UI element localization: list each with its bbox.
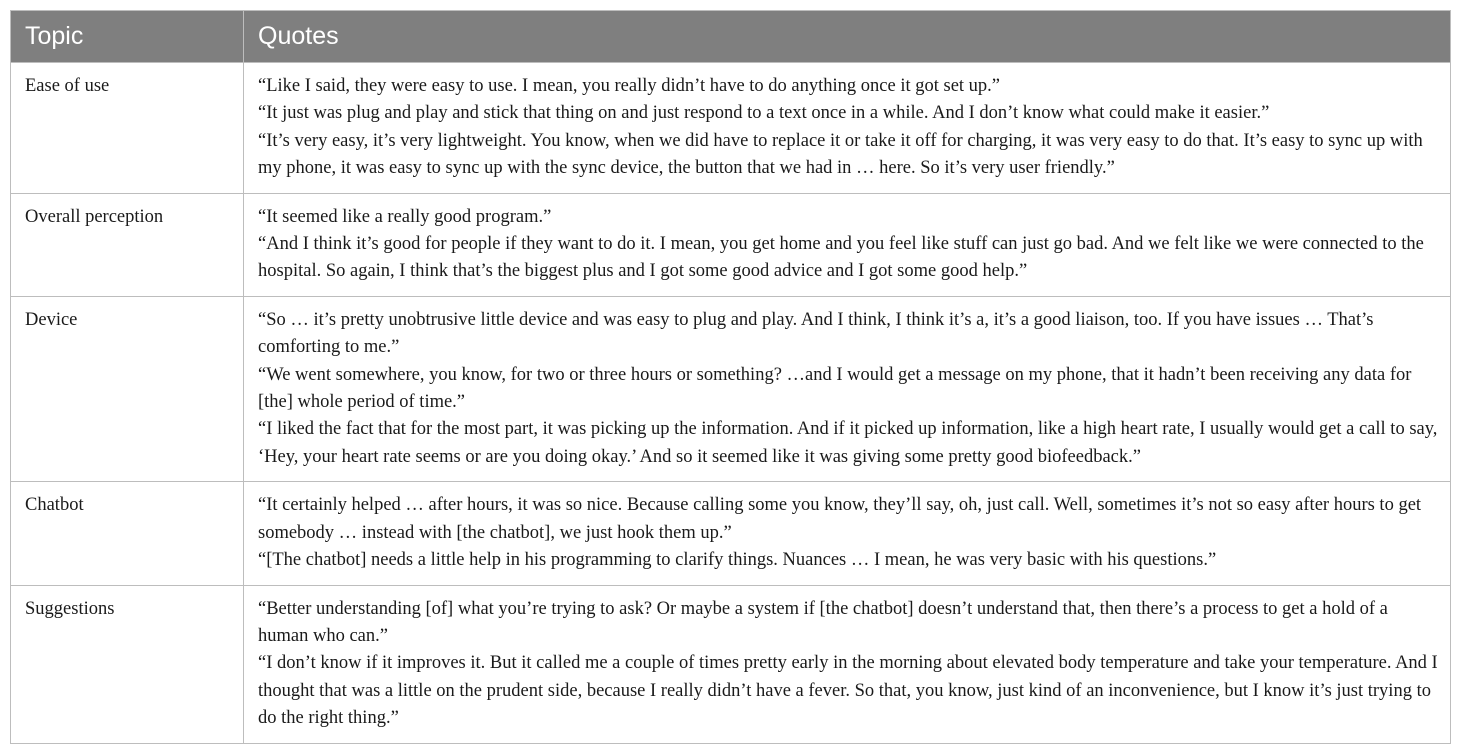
header-topic: Topic xyxy=(11,11,244,63)
quote: “I don’t know if it improves it. But it called me a couple of times pretty early in the morning about elevated body temperature and take your temperature. And I thought that was a little on the prudent side, because I really didn’t have a fever. So that, you know, just kind of an inconvenience, but I know it’s just trying to do the right thing.” xyxy=(258,653,1438,729)
topic-cell: Ease of use xyxy=(11,63,244,194)
quote: “It seemed like a really good program.” xyxy=(258,206,552,227)
table-row xyxy=(11,585,1451,743)
quotes-cell xyxy=(244,585,1451,743)
quotes-cell xyxy=(244,63,1451,194)
table-row xyxy=(11,193,1451,296)
quotes-cell xyxy=(244,482,1451,585)
quotes-table-container xyxy=(10,10,1450,744)
topic-cell: Suggestions xyxy=(11,585,244,743)
quotes-cell xyxy=(244,193,1451,296)
quote: “And I think it’s good for people if they want to do it. I mean, you get home and you feel like stuff can just go bad. And we felt like we were connected to the hospital. So again, I think that’s the biggest plus and I got some good advice and I got some good help.” xyxy=(258,234,1424,282)
header-row xyxy=(11,11,1451,63)
table-row xyxy=(11,63,1451,194)
quote: “[The chatbot] needs a little help in his programming to clarify things. Nuances … I mean, he was very basic with his questions.” xyxy=(258,550,1217,571)
topic-cell: Chatbot xyxy=(11,482,244,585)
quote: “We went somewhere, you know, for two or three hours or something? …and I would get a message on my phone, that it hadn’t been receiving any data for [the] whole period of time.” xyxy=(258,364,1412,413)
header-quotes: Quotes xyxy=(244,11,1451,63)
table-header xyxy=(11,11,1451,63)
topic-cell: Overall perception xyxy=(11,193,244,296)
quote: “I liked the fact that for the most part, it was picking up the information. And if it picked up information, like a high heart rate, I usually would get a call to say, ‘Hey, your heart rate seems or are you doing okay.’ And so it seemed like it was giving some pretty good biofeedback.” xyxy=(258,419,1438,467)
quote: “Like I said, they were easy to use. I mean, you really didn’t have to do anything once it got set up.” xyxy=(258,76,1001,96)
topic-cell: Device xyxy=(11,296,244,481)
quote: “Better understanding [of] what you’re trying to ask? Or maybe a system if [the chatbot] doesn’t understand that, then there’s a process to get a hold of a human who can.” xyxy=(258,598,1388,646)
table-body xyxy=(11,63,1451,744)
quote: “It’s very easy, it’s very lightweight. You know, when we did have to replace it or take it off for charging, it was very easy to do that. It’s easy to sync up with my phone, it was easy to sync up with the sync device, the button that we had in … here. So it’s very user friendly.” xyxy=(258,130,1423,179)
quote: “It just was plug and play and stick that thing on and just respond to a text once in a while. And I don’t know what could make it easier.” xyxy=(258,103,1270,124)
table-row xyxy=(11,482,1451,585)
quotes-cell xyxy=(244,296,1451,481)
quote: “It certainly helped … after hours, it was so nice. Because calling some you know, they’ll say, oh, just call. Well, sometimes it’s not so easy after hours to get somebody … instead with [the chatbot], we just hook them up.” xyxy=(258,495,1422,543)
table-row xyxy=(11,296,1451,481)
quotes-table xyxy=(10,10,1451,744)
quote: “So … it’s pretty unobtrusive little device and was easy to plug and play. And I think, I think it’s a, it’s a good liaison, too. If you have issues … That’s comforting to me.” xyxy=(258,309,1374,358)
